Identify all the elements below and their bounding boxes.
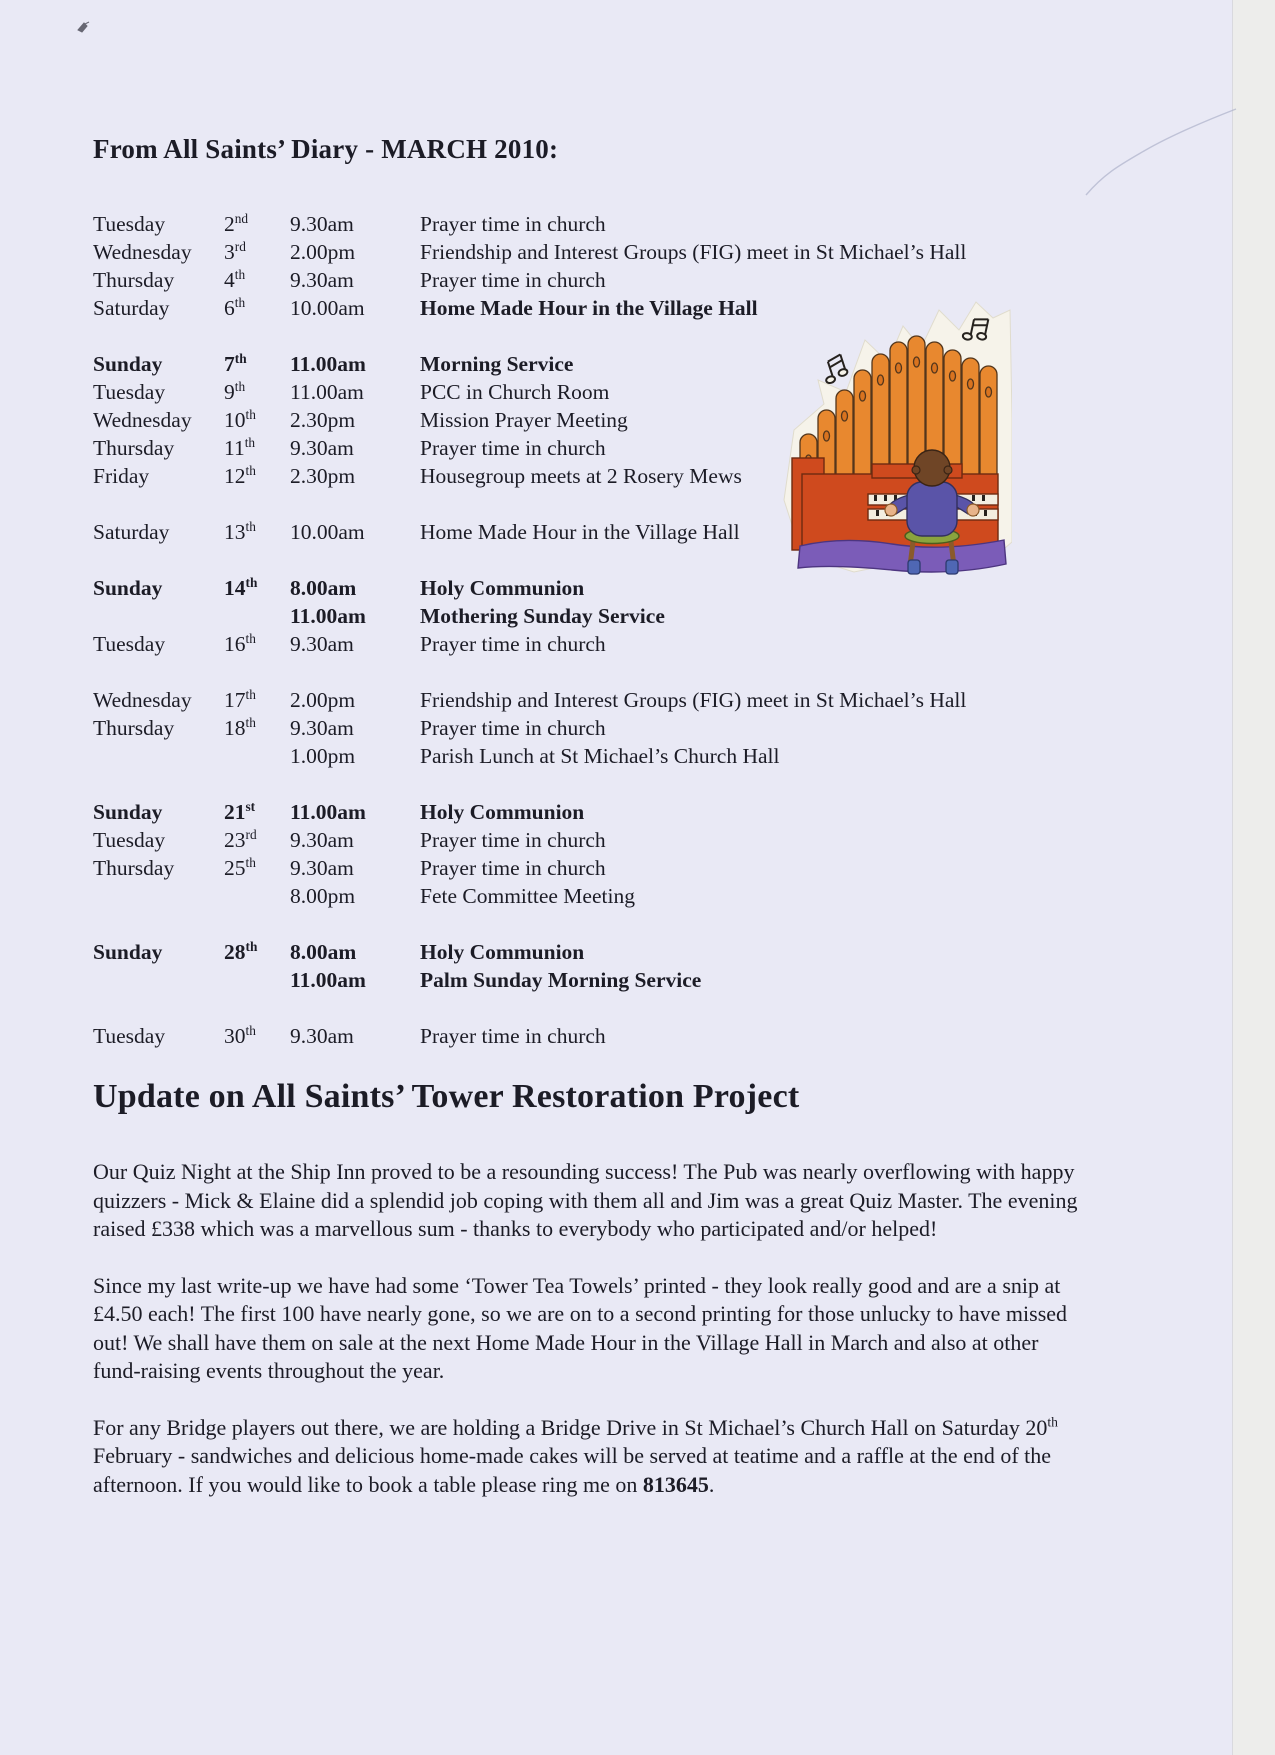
diary-time: 9.30am [290, 436, 354, 460]
diary-day: Tuesday [93, 828, 166, 852]
diary-row [93, 630, 1143, 658]
diary-description: Home Made Hour in the Village Hall [420, 520, 740, 544]
diary-time: 8.00am [290, 576, 357, 600]
diary-date: 28th [224, 938, 258, 964]
diary-row [93, 518, 1143, 546]
diary-day: Tuesday [93, 380, 166, 404]
diary-date: 18th [224, 714, 256, 740]
diary-row [93, 826, 1143, 854]
diary-date: 12th [224, 462, 256, 488]
diary-date [224, 602, 290, 630]
article-paragraph: For any Bridge players out there, we are holding a Bridge Drive in St Michael’s Church Hall on Saturday 20th February - sandwiches and delicious home-made cakes will be served at teatime and a raffle at the end of the afternoon. If you would like to book a table please ring me on 813645. [93, 1414, 1058, 1497]
diary-time: 9.30am [290, 268, 354, 292]
scan-edge-strip [1232, 0, 1275, 1755]
diary-row [93, 1022, 1143, 1050]
diary-group [93, 518, 1143, 546]
diary-description: Holy Communion [420, 940, 585, 964]
diary-day: Sunday [93, 352, 163, 376]
diary-date [224, 742, 290, 770]
diary-time: 11.00am [290, 968, 366, 992]
diary-description: Prayer time in church [420, 856, 606, 880]
diary-date: 21st [224, 798, 256, 824]
diary-date: 10th [224, 406, 256, 432]
diary-description: Holy Communion [420, 800, 585, 824]
diary-time: 10.00am [290, 520, 365, 544]
diary-day: Wednesday [93, 408, 192, 432]
diary-time: 8.00am [290, 940, 357, 964]
diary-day [93, 602, 224, 630]
diary-date: 6th [224, 294, 246, 320]
diary-day: Saturday [93, 296, 170, 320]
ink-speck [76, 20, 94, 38]
diary-description: Prayer time in church [420, 212, 606, 236]
diary-description: Prayer time in church [420, 436, 606, 460]
diary-row [93, 714, 1143, 742]
article-paragraph: Since my last write-up we have had some ‘Tower Tea Towels’ printed - they look really good and are a snip at £4.50 each! The first 100 have nearly gone, so we are on to a second printing for those unlucky to have missed out! We shall have them on sale at the next Home Made Hour in the Village Hall in March and also at other fund-raising events throughout the year. [93, 1272, 1068, 1383]
diary-time: 2.30pm [290, 408, 356, 432]
diary-title: From All Saints’ Diary - MARCH 2010: [93, 134, 559, 164]
diary-row [93, 350, 1143, 378]
diary-day: Sunday [93, 940, 163, 964]
diary-description: Parish Lunch at St Michael’s Church Hall [420, 744, 780, 768]
diary-day: Thursday [93, 436, 175, 460]
diary-date: 9th [224, 378, 246, 404]
diary-date: 16th [224, 630, 256, 656]
diary-description: Fete Committee Meeting [420, 884, 635, 908]
diary-description: Prayer time in church [420, 632, 606, 656]
diary-row [93, 462, 1143, 490]
diary-row [93, 742, 1143, 770]
diary-description: Housegroup meets at 2 Rosery Mews [420, 464, 742, 488]
diary-day: Sunday [93, 576, 163, 600]
article-heading: Update on All Saints’ Tower Restoration Project [93, 1078, 800, 1115]
diary-row [93, 798, 1143, 826]
diary-date: 13th [224, 518, 256, 544]
diary-row [93, 210, 1143, 238]
diary-day [93, 966, 224, 994]
diary-time: 2.30pm [290, 464, 356, 488]
diary-date: 30th [224, 1022, 256, 1048]
diary-row [93, 434, 1143, 462]
diary-row [93, 938, 1143, 966]
diary-time: 11.00am [290, 604, 366, 628]
diary-day [93, 882, 224, 910]
diary-description: Prayer time in church [420, 716, 606, 740]
diary-time: 9.30am [290, 828, 354, 852]
diary-day: Sunday [93, 800, 163, 824]
diary-description: Prayer time in church [420, 828, 606, 852]
diary-date: 4th [224, 266, 246, 292]
diary-row [93, 266, 1143, 294]
diary-description: Holy Communion [420, 576, 585, 600]
diary-day: Wednesday [93, 688, 192, 712]
diary-row [93, 966, 1143, 994]
diary-day: Friday [93, 464, 150, 488]
diary-description: Morning Service [420, 352, 574, 376]
diary-day [93, 742, 224, 770]
diary-row [93, 574, 1143, 602]
diary-row [93, 238, 1143, 266]
diary-description: Friendship and Interest Groups (FIG) meet in St Michael’s Hall [420, 240, 967, 264]
diary-time: 9.30am [290, 632, 354, 656]
diary-date: 23rd [224, 826, 257, 852]
diary-row [93, 854, 1143, 882]
diary-time: 2.00pm [290, 688, 356, 712]
diary-day: Thursday [93, 856, 175, 880]
diary-row [93, 882, 1143, 910]
diary-time: 8.00pm [290, 884, 356, 908]
diary-table [93, 210, 1143, 1050]
diary-group [93, 350, 1143, 490]
diary-row [93, 602, 1143, 630]
diary-description: PCC in Church Room [420, 380, 610, 404]
diary-group [93, 686, 1143, 770]
diary-date: 25th [224, 854, 256, 880]
diary-row [93, 294, 1143, 322]
diary-description: Prayer time in church [420, 1024, 606, 1048]
diary-date: 11th [224, 434, 256, 460]
diary-description: Mission Prayer Meeting [420, 408, 628, 432]
diary-time: 9.30am [290, 1024, 354, 1048]
diary-group [93, 574, 1143, 658]
diary-date: 7th [224, 350, 247, 376]
article-paragraph: Our Quiz Night at the Ship Inn proved to be a resounding success! The Pub was nearly overflowing with happy quizzers - Mick & Elaine did a splendid job coping with them all and Jim was a great Quiz Master. The evening raised £338 which was a marvellous sum - thanks to everybody who participated and/or helped! [93, 1159, 1078, 1241]
diary-time: 1.00pm [290, 744, 356, 768]
diary-date: 14th [224, 574, 258, 600]
diary-time: 10.00am [290, 296, 365, 320]
diary-group [93, 1022, 1143, 1050]
diary-day: Tuesday [93, 632, 166, 656]
diary-group [93, 938, 1143, 994]
diary-row [93, 378, 1143, 406]
diary-row [93, 686, 1143, 714]
diary-time: 9.30am [290, 716, 354, 740]
diary-time: 11.00am [290, 352, 366, 376]
diary-day: Wednesday [93, 240, 192, 264]
diary-description: Home Made Hour in the Village Hall [420, 296, 758, 320]
diary-description: Friendship and Interest Groups (FIG) meet in St Michael’s Hall [420, 688, 967, 712]
diary-day: Saturday [93, 520, 170, 544]
diary-day: Thursday [93, 716, 175, 740]
page-content [93, 134, 1143, 1527]
diary-date: 17th [224, 686, 256, 712]
diary-description: Palm Sunday Morning Service [420, 968, 702, 992]
diary-time: 11.00am [290, 800, 366, 824]
diary-day: Thursday [93, 268, 175, 292]
diary-date: 3rd [224, 238, 246, 264]
diary-time: 11.00am [290, 380, 364, 404]
diary-day: Tuesday [93, 212, 166, 236]
diary-group [93, 210, 1143, 322]
diary-day: Tuesday [93, 1024, 166, 1048]
diary-date: 2nd [224, 210, 249, 236]
diary-time: 2.00pm [290, 240, 356, 264]
diary-time: 9.30am [290, 212, 354, 236]
diary-date [224, 966, 290, 994]
diary-description: Mothering Sunday Service [420, 604, 665, 628]
diary-row [93, 406, 1143, 434]
diary-description: Prayer time in church [420, 268, 606, 292]
diary-group [93, 798, 1143, 910]
diary-time: 9.30am [290, 856, 354, 880]
article-body [93, 1158, 1085, 1499]
diary-date [224, 882, 290, 910]
